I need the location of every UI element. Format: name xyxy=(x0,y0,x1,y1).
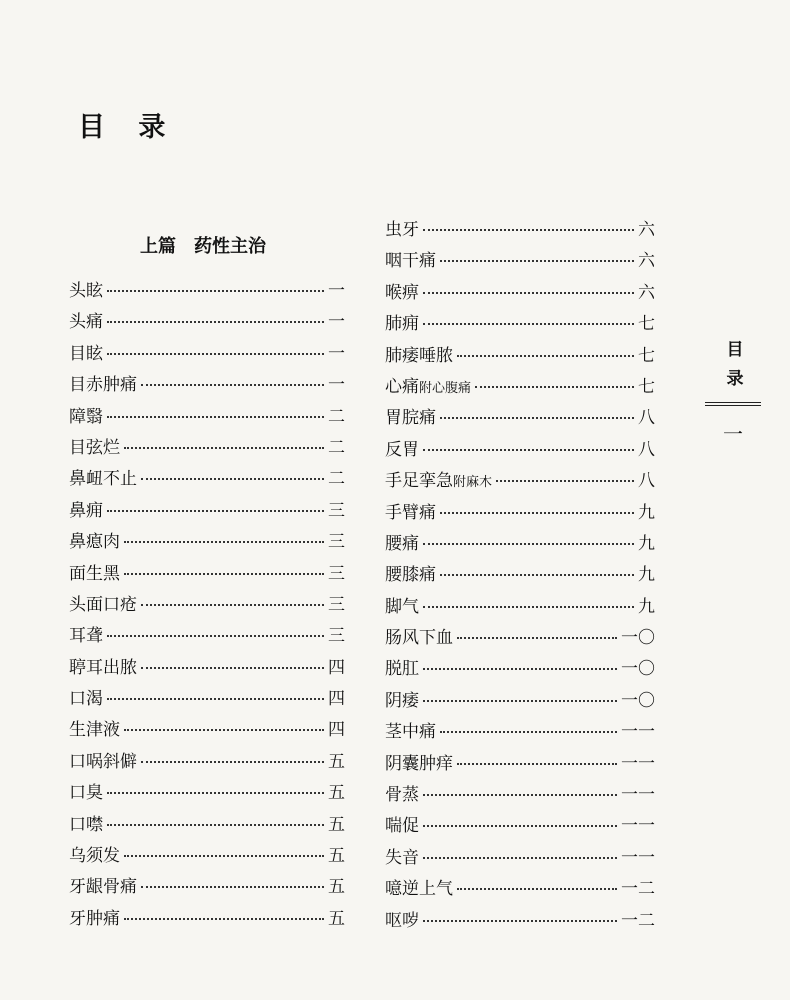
toc-entry-page: 五 xyxy=(328,908,345,929)
dot-leader xyxy=(423,668,617,670)
toc-entry-page: 三 xyxy=(328,594,345,615)
dot-leader xyxy=(107,416,324,418)
toc-entry-title: 手足挛急 xyxy=(385,471,453,492)
toc-entry-page: 五 xyxy=(328,783,345,804)
toc-entry[interactable] xyxy=(69,402,345,433)
toc-entry-title: 腰痛 xyxy=(385,533,419,554)
toc-entry-title: 喉痹 xyxy=(385,282,419,303)
dot-leader xyxy=(440,260,634,262)
dot-leader xyxy=(141,667,324,669)
toc-entry-title: 鼻衄不止 xyxy=(69,469,137,490)
toc-entry-title: 乌须发 xyxy=(69,846,120,867)
dot-leader xyxy=(141,604,324,606)
toc-entry-title: 骨蒸 xyxy=(385,785,419,806)
dot-leader xyxy=(141,761,324,763)
toc-entry[interactable] xyxy=(69,904,345,935)
dot-leader xyxy=(457,763,617,765)
toc-entry-title: 阴囊肿痒 xyxy=(385,753,453,774)
toc-entry-page: 一二 xyxy=(621,879,655,900)
toc-entry-title: 肺痿唾脓 xyxy=(385,345,453,366)
toc-entry-page: 九 xyxy=(638,596,655,617)
toc-entry[interactable] xyxy=(69,527,345,558)
dot-leader xyxy=(457,888,617,890)
toc-entry-title: 肺痈 xyxy=(385,314,419,335)
dot-leader xyxy=(107,321,324,323)
dot-leader xyxy=(107,635,324,637)
toc-entry-page: 九 xyxy=(638,565,655,586)
margin-tab xyxy=(705,340,761,447)
toc-entry[interactable] xyxy=(69,590,345,621)
toc-entry-title: 口渴 xyxy=(69,689,103,710)
dot-leader xyxy=(423,229,634,231)
toc-entry-page: 一一 xyxy=(621,847,655,868)
toc-entry-title: 脚气 xyxy=(385,596,419,617)
toc-entry[interactable] xyxy=(385,372,655,403)
toc-entry[interactable] xyxy=(385,498,655,529)
margin-rule xyxy=(705,402,761,403)
margin-rule xyxy=(705,405,761,406)
toc-entry-page: 一〇 xyxy=(621,659,655,680)
dot-leader xyxy=(457,637,617,639)
toc-entry[interactable] xyxy=(385,246,655,277)
dot-leader xyxy=(440,512,634,514)
dot-leader xyxy=(141,478,324,480)
toc-entry-page: 五 xyxy=(328,751,345,772)
dot-leader xyxy=(124,918,324,920)
toc-entry[interactable] xyxy=(385,435,655,466)
toc-entry-title: 目弦烂 xyxy=(69,437,120,458)
dot-leader xyxy=(423,920,617,922)
toc-entry[interactable] xyxy=(385,749,655,780)
toc-entry-title: 鼻痈 xyxy=(69,500,103,521)
toc-entry[interactable] xyxy=(69,559,345,590)
toc-entry[interactable] xyxy=(69,464,345,495)
dot-leader xyxy=(440,731,617,733)
toc-entry-page: 六 xyxy=(638,282,655,303)
dot-leader xyxy=(423,292,634,294)
toc-entry[interactable] xyxy=(69,307,345,338)
dot-leader xyxy=(124,855,324,857)
toc-entry-page: 八 xyxy=(638,471,655,492)
dot-leader xyxy=(423,449,634,451)
toc-entry-page: 三 xyxy=(328,563,345,584)
toc-entry-page: 二 xyxy=(328,437,345,458)
toc-entry[interactable] xyxy=(385,906,655,937)
toc-entry-title: 噫逆上气 xyxy=(385,879,453,900)
dot-leader xyxy=(141,886,324,888)
toc-entry[interactable] xyxy=(69,621,345,652)
toc-entry-page: 八 xyxy=(638,408,655,429)
toc-entry-title: 聤耳出脓 xyxy=(69,657,137,678)
toc-entry-note: 附心腹痛 xyxy=(419,380,472,396)
toc-entry-note: 附麻木 xyxy=(453,475,493,491)
toc-entry[interactable] xyxy=(69,810,345,841)
toc-entry-title: 手臂痛 xyxy=(385,502,436,523)
dot-leader xyxy=(107,824,324,826)
toc-entry-page: 一一 xyxy=(621,816,655,837)
toc-entry-page: 九 xyxy=(638,533,655,554)
dot-leader xyxy=(496,480,634,482)
toc-entry[interactable] xyxy=(69,684,345,715)
toc-entry-page: 一 xyxy=(328,343,345,364)
toc-entry-page: 一 xyxy=(328,281,345,301)
dot-leader xyxy=(124,573,324,575)
toc-entry-title: 呕哕 xyxy=(385,910,419,931)
toc-entry[interactable] xyxy=(385,843,655,874)
toc-entry-title: 脱肛 xyxy=(385,659,419,680)
toc-entry-title: 口㖞斜僻 xyxy=(69,751,137,772)
toc-entry-title: 阴痿 xyxy=(385,690,419,711)
toc-entry[interactable] xyxy=(385,278,655,309)
margin-page-number: 一 xyxy=(723,422,743,446)
toc-entry[interactable] xyxy=(385,623,655,654)
section-heading: 上篇 药性主治 xyxy=(140,236,266,257)
dot-leader xyxy=(124,541,324,543)
toc-entry-page: 七 xyxy=(638,314,655,335)
toc-entry[interactable] xyxy=(385,560,655,591)
toc-entry[interactable] xyxy=(69,496,345,527)
toc-entry[interactable] xyxy=(69,370,345,401)
toc-entry[interactable] xyxy=(69,276,345,307)
toc-entry-title: 肠风下血 xyxy=(385,628,453,649)
toc-entry[interactable] xyxy=(69,653,345,684)
toc-entry-title: 口臭 xyxy=(69,783,103,804)
toc-entry-page: 三 xyxy=(328,500,345,521)
toc-entry[interactable] xyxy=(69,778,345,809)
toc-entry-page: 五 xyxy=(328,814,345,835)
dot-leader xyxy=(107,510,324,512)
toc-entry-title: 目眩 xyxy=(69,343,103,364)
toc-entry-page: 一 xyxy=(328,312,345,333)
toc-column-left xyxy=(69,276,345,935)
toc-entry-page: 一〇 xyxy=(621,628,655,649)
dot-leader xyxy=(457,355,634,357)
toc-entry-title: 头痛 xyxy=(69,312,103,333)
toc-entry-page: 一〇 xyxy=(621,690,655,711)
toc-entry-page: 七 xyxy=(638,376,655,397)
dot-leader xyxy=(475,386,634,388)
toc-entry-page: 一一 xyxy=(621,785,655,806)
toc-entry[interactable] xyxy=(385,341,655,372)
toc-entry[interactable] xyxy=(385,717,655,748)
page-title: 目 录 xyxy=(78,112,178,143)
dot-leader xyxy=(423,543,634,545)
toc-entry[interactable] xyxy=(69,841,345,872)
toc-entry-page: 九 xyxy=(638,502,655,523)
toc-entry-page: 一一 xyxy=(621,753,655,774)
toc-entry-title: 失音 xyxy=(385,847,419,868)
toc-entry[interactable] xyxy=(69,747,345,778)
toc-entry-page: 五 xyxy=(328,846,345,867)
toc-entry-page: 五 xyxy=(328,877,345,898)
toc-entry-title: 喘促 xyxy=(385,816,419,837)
toc-entry-title: 鼻瘜肉 xyxy=(69,532,120,553)
dot-leader xyxy=(107,792,324,794)
toc-entry-title: 牙龈骨痛 xyxy=(69,877,137,898)
dot-leader xyxy=(440,574,634,576)
dot-leader xyxy=(423,323,634,325)
toc-entry[interactable] xyxy=(385,309,655,340)
toc-entry-title: 腰膝痛 xyxy=(385,565,436,586)
toc-entry-page: 一一 xyxy=(621,722,655,743)
toc-entry[interactable] xyxy=(69,339,345,370)
toc-entry-title: 牙肿痛 xyxy=(69,908,120,929)
toc-entry-title: 障翳 xyxy=(69,406,103,427)
toc-entry[interactable] xyxy=(385,403,655,434)
dot-leader xyxy=(107,290,324,292)
dot-leader xyxy=(423,700,617,702)
toc-entry-title: 心痛 xyxy=(385,376,419,397)
toc-entry-page: 二 xyxy=(328,469,345,490)
toc-entry-page: 二 xyxy=(328,406,345,427)
dot-leader xyxy=(107,698,324,700)
toc-entry-page: 一二 xyxy=(621,910,655,931)
toc-entry[interactable] xyxy=(385,592,655,623)
toc-entry-title: 咽干痛 xyxy=(385,251,436,272)
dot-leader xyxy=(423,825,617,827)
toc-entry[interactable] xyxy=(385,529,655,560)
toc-entry-page: 四 xyxy=(328,689,345,710)
margin-tab-label: 目录 xyxy=(722,340,743,398)
toc-entry-title: 头眩 xyxy=(69,281,103,301)
toc-column-right xyxy=(385,215,655,937)
toc-entry-page: 六 xyxy=(638,251,655,272)
toc-entry-title: 面生黑 xyxy=(69,563,120,584)
dot-leader xyxy=(141,384,324,386)
toc-entry-title: 耳聋 xyxy=(69,626,103,647)
dot-leader xyxy=(124,729,324,731)
toc-entry[interactable] xyxy=(385,686,655,717)
toc-entry[interactable] xyxy=(385,654,655,685)
toc-entry-title: 虫牙 xyxy=(385,220,419,240)
toc-entry-title: 反胃 xyxy=(385,439,419,460)
toc-entry[interactable] xyxy=(385,874,655,905)
dot-leader xyxy=(423,606,634,608)
toc-entry[interactable] xyxy=(69,872,345,903)
toc-entry[interactable] xyxy=(69,433,345,464)
dot-leader xyxy=(423,794,617,796)
toc-entry[interactable] xyxy=(385,215,655,246)
toc-entry-page: 七 xyxy=(638,345,655,366)
toc-entry-page: 三 xyxy=(328,532,345,553)
dot-leader xyxy=(124,447,324,449)
toc-entry-page: 四 xyxy=(328,720,345,741)
dot-leader xyxy=(423,857,617,859)
dot-leader xyxy=(440,417,634,419)
toc-entry-page: 四 xyxy=(328,657,345,678)
toc-entry-page: 一 xyxy=(328,375,345,396)
dot-leader xyxy=(107,353,324,355)
toc-entry[interactable] xyxy=(69,715,345,746)
toc-entry-page: 三 xyxy=(328,626,345,647)
toc-entry-title: 生津液 xyxy=(69,720,120,741)
toc-entry-page: 八 xyxy=(638,439,655,460)
toc-entry-title: 目赤肿痛 xyxy=(69,375,137,396)
toc-entry[interactable] xyxy=(385,811,655,842)
toc-entry-title: 头面口疮 xyxy=(69,594,137,615)
toc-entry[interactable] xyxy=(385,466,655,497)
toc-entry[interactable] xyxy=(385,780,655,811)
toc-entry-title: 胃脘痛 xyxy=(385,408,436,429)
toc-entry-page: 六 xyxy=(638,220,655,240)
toc-entry-title: 茎中痛 xyxy=(385,722,436,743)
toc-entry-title: 口噤 xyxy=(69,814,103,835)
